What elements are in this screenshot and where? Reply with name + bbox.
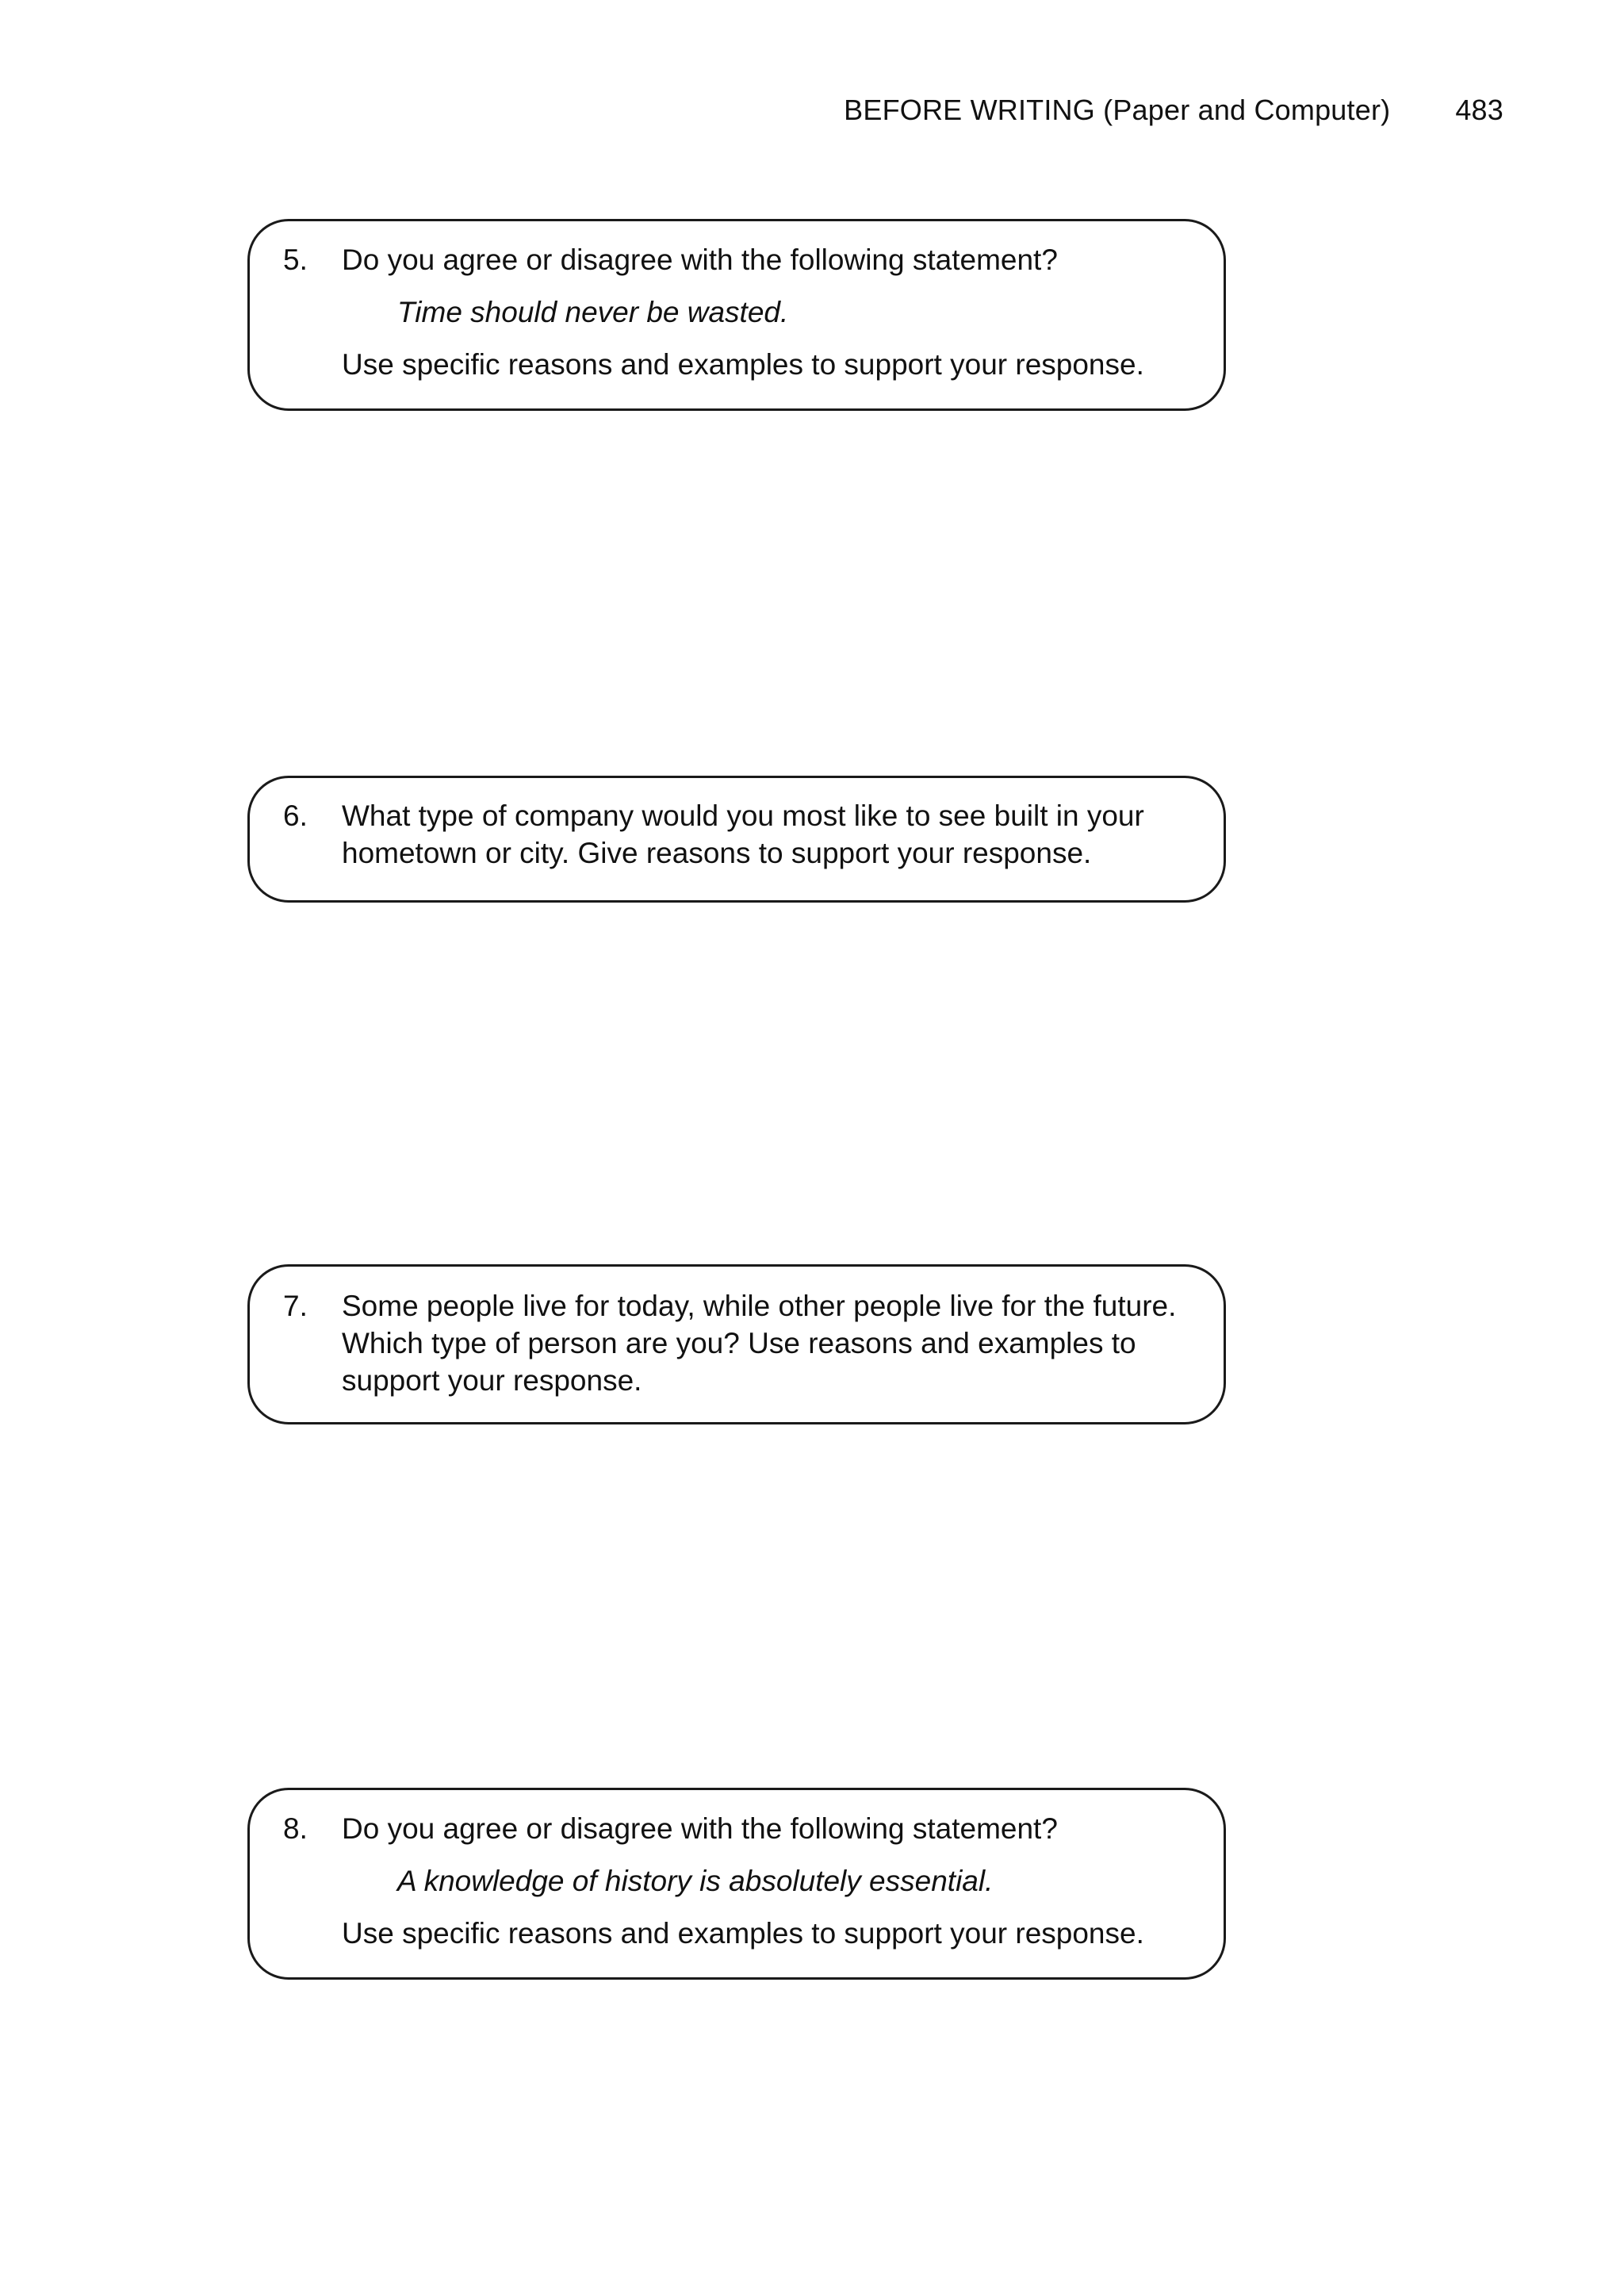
prompt-line: hometown or city. Give reasons to support your response. [342,837,1092,869]
prompt-closing: Use specific reasons and examples to support your response. [342,1917,1144,1950]
prompt-body [250,1810,1224,1952]
prompt-line: Some people live for today, while other people live for the future. [342,1290,1177,1322]
prompt-line: Which type of person are you? Use reasons and examples to [342,1327,1136,1359]
prompt-number: 8. [283,1812,308,1845]
prompt-body [250,1287,1224,1399]
prompt-line: What type of company would you most like to see built in your [342,799,1144,832]
page-number: 483 [1455,94,1503,126]
prompt-closing: Use specific reasons and examples to support your response. [342,348,1144,381]
prompt-quote: A knowledge of history is absolutely essential. [397,1865,994,1897]
running-title: BEFORE WRITING (Paper and Computer) [844,94,1391,126]
prompt-body [250,797,1224,872]
prompt-body [250,241,1224,383]
prompt-box-8 [247,1788,1226,1980]
prompt-box-5 [247,219,1226,411]
prompt-line: Do you agree or disagree with the following statement? [342,243,1058,276]
prompt-number: 6. [283,799,308,832]
prompt-line: Do you agree or disagree with the following statement? [342,1812,1058,1845]
prompt-line: support your response. [342,1364,642,1397]
running-head [844,94,1503,127]
prompt-number: 5. [283,243,308,276]
prompt-box-6 [247,776,1226,903]
prompt-quote: Time should never be wasted. [397,296,789,328]
prompt-box-7 [247,1264,1226,1424]
prompt-number: 7. [283,1290,308,1322]
